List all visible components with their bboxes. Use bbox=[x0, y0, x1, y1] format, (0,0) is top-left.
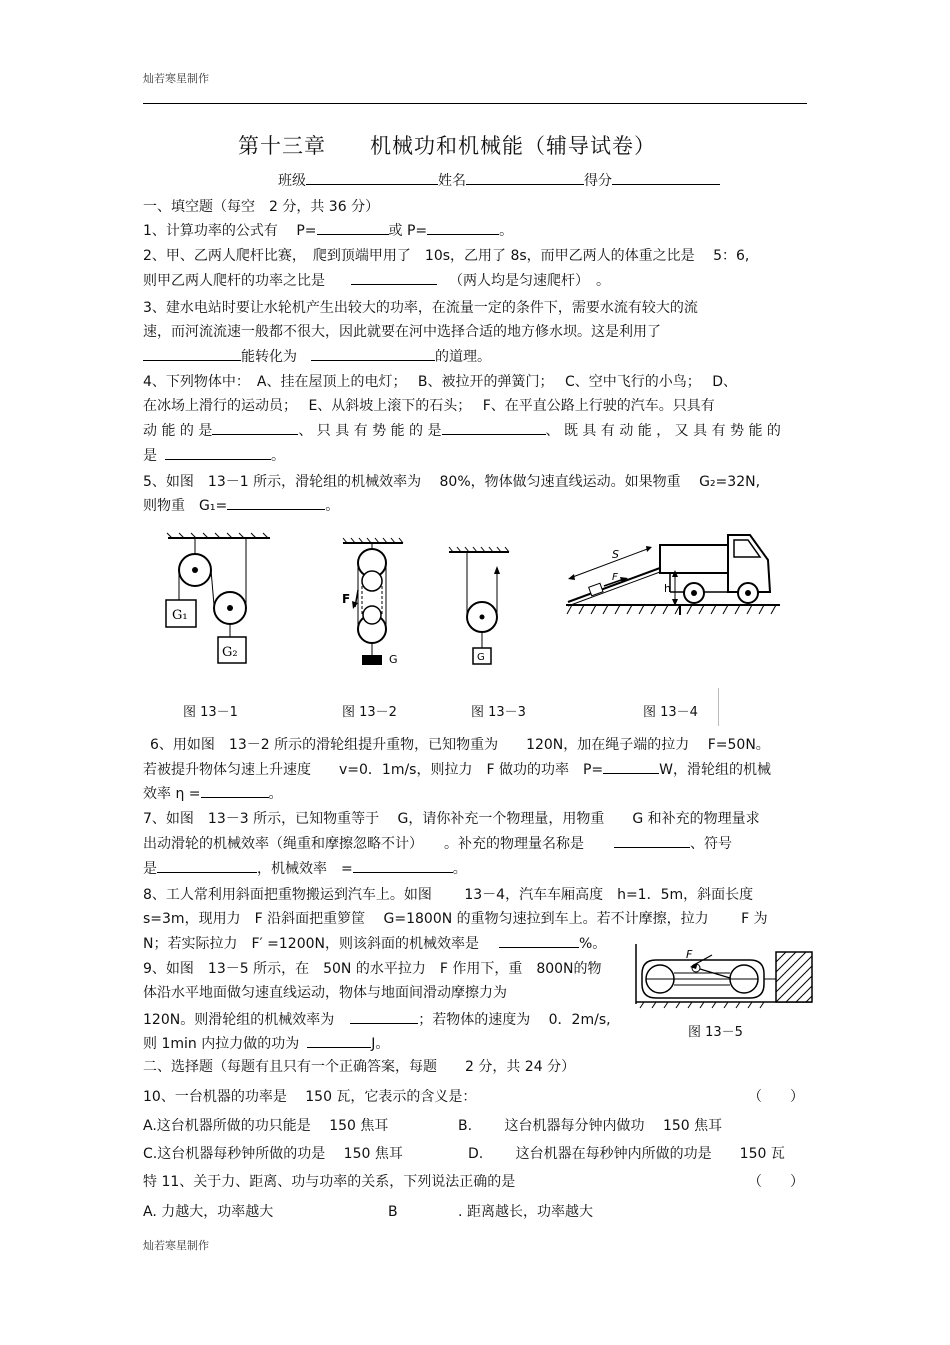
q7-blank-2[interactable] bbox=[157, 858, 257, 873]
question-10-stem: 10、一台机器的功率是 150 瓦，它表示的含义是： bbox=[143, 1089, 477, 1105]
score-blank[interactable] bbox=[612, 170, 720, 185]
q4-blank-1[interactable] bbox=[212, 420, 298, 435]
class-label: 班级 bbox=[278, 173, 306, 189]
q4-text-d: 是 bbox=[143, 448, 157, 464]
page-header: 灿若寒星制作 bbox=[143, 72, 209, 85]
question-9-line-3 bbox=[143, 1009, 611, 1029]
question-3-line-2: 速，而河流流速一般都不很大，因此就要在河中选择合适的地方修水坝。这是利用了 bbox=[143, 324, 661, 340]
question-11-option-a[interactable]: A. 力越大，功率越大 bbox=[143, 1204, 274, 1220]
caption-13-5: 图 13－5 bbox=[688, 1025, 743, 1040]
fig2-f-label: F bbox=[342, 592, 351, 606]
q9-text-d: J。 bbox=[371, 1036, 390, 1052]
q4-text-c: 、 既 具 有 动 能 ， 又 具 有 势 能 的 bbox=[545, 423, 781, 439]
q9-blank-2[interactable] bbox=[307, 1033, 371, 1048]
q3-text-a: 能转化为 bbox=[241, 349, 297, 365]
q6-blank-1[interactable] bbox=[603, 759, 659, 774]
figure-divider bbox=[718, 688, 719, 726]
fig4-h-label: h bbox=[664, 582, 671, 595]
question-3-line-1: 3、建水电站时要让水轮机产生出较大的功率，在流量一定的条件下，需要水流有较大的流 bbox=[143, 300, 698, 316]
caption-13-2: 图 13－2 bbox=[342, 705, 397, 720]
question-10-option-c[interactable]: C.这台机器每秒钟所做的功是 150 焦耳 bbox=[143, 1146, 403, 1162]
fig5-f-label: F bbox=[686, 948, 693, 961]
question-8-line-3 bbox=[143, 933, 606, 953]
q7-blank-3[interactable] bbox=[353, 858, 453, 873]
figure-13-4 bbox=[560, 520, 785, 640]
page-title: 第十三章 机械功和机械能（辅导试卷） bbox=[238, 134, 656, 158]
question-7-line-2 bbox=[143, 833, 732, 853]
fig3-g-label: G bbox=[477, 652, 485, 663]
q7-text-e: 。 bbox=[452, 861, 467, 877]
q3-text-b: 的道理。 bbox=[435, 349, 491, 365]
q8-blank[interactable] bbox=[499, 933, 579, 948]
question-11-stem: 特 11、关于力、距离、功与功率的关系，下列说法正确的是 bbox=[143, 1174, 516, 1190]
fig1-g2-label: G₂ bbox=[222, 645, 238, 660]
question-7-line-1: 7、如图 13－3 所示，已知物重等于 G，请你补充一个物理量，用物重 G 和补充的物理量求 bbox=[143, 811, 760, 827]
q1-text-c: 。 bbox=[499, 223, 514, 239]
question-10-option-d[interactable]: D. 这台机器在每秒钟内所做的功是 150 瓦 bbox=[468, 1146, 785, 1162]
q2-text-b: （两人均是匀速爬杆） 。 bbox=[449, 273, 610, 289]
fig1-g1-label: G₁ bbox=[172, 608, 188, 623]
question-1 bbox=[143, 220, 513, 240]
q7-text-c: 是 bbox=[143, 861, 157, 877]
q4-text-b: 、 只 具 有 势 能 的 是 bbox=[298, 423, 442, 439]
question-6-line-1: 6、用如图 13－2 所示的滑轮组提升重物，已知物重为 120N，加在绳子端的拉力 F=50N。 bbox=[150, 737, 770, 753]
q1-text-a: 1、计算功率的公式有 P= bbox=[143, 223, 317, 239]
q8-text-b: %。 bbox=[579, 936, 607, 952]
q7-text-a: 出动滑轮的机械效率（绳重和摩擦忽略不计） 。补充的物理量名称是 bbox=[143, 836, 584, 852]
q2-blank[interactable] bbox=[351, 270, 437, 285]
fig4-f-label: F bbox=[612, 572, 618, 583]
figure-13-1 bbox=[160, 530, 275, 670]
question-11-option-b[interactable]: B . 距离越长，功率越大 bbox=[388, 1204, 593, 1220]
q4-blank-2[interactable] bbox=[442, 420, 546, 435]
question-5-line-2 bbox=[143, 495, 339, 515]
name-blank[interactable] bbox=[466, 170, 584, 185]
q3-blank-2[interactable] bbox=[311, 346, 435, 361]
caption-13-3: 图 13－3 bbox=[471, 705, 526, 720]
q9-text-b: ；若物体的速度为 0．2m/s, bbox=[418, 1012, 611, 1028]
q4-text-e: 。 bbox=[271, 448, 285, 464]
figure-13-3 bbox=[445, 540, 515, 670]
question-5-line-1: 5、如图 13－1 所示，滑轮组的机械效率为 80%，物体做匀速直线运动。如果物重 G₂=32N, bbox=[143, 474, 761, 490]
question-4-line-4 bbox=[143, 445, 285, 465]
question-8-line-1: 8、工人常利用斜面把重物搬运到汽车上。如图 13－4，汽车车厢高度 h=1．5m，斜面长度 bbox=[143, 887, 754, 903]
q8-text-a: N；若实际拉力 F′ =1200N，则该斜面的机械效率是 bbox=[143, 936, 479, 952]
q1-text-b: 或 P= bbox=[388, 223, 428, 239]
question-8-line-2: s=3m，现用力 F 沿斜面把重箩筐 G=1800N 的重物匀速拉到车上。若不计摩擦，拉力 F 为 bbox=[143, 911, 768, 927]
q5-blank[interactable] bbox=[227, 495, 325, 510]
fig4-s-label: S bbox=[612, 548, 619, 561]
question-10-option-b[interactable]: B. 这台机器每分钟内做功 150 焦耳 bbox=[458, 1118, 723, 1134]
q6-text-c: 效率 η = bbox=[143, 786, 201, 802]
header-rule bbox=[143, 103, 807, 104]
score-label: 得分 bbox=[584, 173, 612, 189]
question-4-line-2: 在冰场上滑行的运动员； E、从斜坡上滚下的石头； F、在平直公路上行驶的汽车。只具有 bbox=[143, 398, 715, 414]
q7-text-b: 、符号 bbox=[690, 836, 732, 852]
student-info bbox=[278, 170, 720, 190]
question-9-line-4 bbox=[143, 1033, 389, 1053]
question-10-answer-bracket[interactable]: （ ） bbox=[748, 1089, 804, 1105]
q9-text-c: 则 1min 内拉力做的功为 bbox=[143, 1036, 300, 1052]
q4-blank-3[interactable] bbox=[165, 445, 271, 460]
q3-blank-1[interactable] bbox=[143, 346, 241, 361]
q7-blank-1[interactable] bbox=[614, 833, 690, 848]
section-fill-in: 一、填空题（每空 2 分，共 36 分） bbox=[143, 199, 380, 215]
caption-13-1: 图 13－1 bbox=[183, 705, 238, 720]
q7-text-d: ，机械效率 = bbox=[257, 861, 353, 877]
q5-text-a: 则物重 G₁= bbox=[143, 498, 228, 514]
question-2-line-2 bbox=[143, 270, 610, 290]
q9-text-a: 120N。则滑轮组的机械效率为 bbox=[143, 1012, 335, 1028]
question-9-line-2: 体沿水平地面做匀速直线运动，物体与地面间滑动摩擦力为 bbox=[143, 985, 507, 1001]
fig2-g-label: G bbox=[389, 653, 398, 666]
caption-13-4: 图 13－4 bbox=[643, 705, 698, 720]
section-multiple-choice: 二、选择题（每题有且只有一个正确答案，每题 2 分，共 24 分） bbox=[143, 1059, 576, 1075]
name-label: 姓名 bbox=[438, 173, 466, 189]
question-9-line-1: 9、如图 13－5 所示，在 50N 的水平拉力 F 作用下，重 800N的物 bbox=[143, 961, 602, 977]
question-11-answer-bracket[interactable]: （ ） bbox=[748, 1174, 804, 1190]
question-6-line-2 bbox=[143, 759, 771, 779]
question-2-line-1: 2、甲、乙两人爬杆比赛， 爬到顶端甲用了 10s，乙用了 8s，而甲乙两人的体重之比是 5：6, bbox=[143, 248, 750, 264]
q5-text-b: 。 bbox=[325, 498, 340, 514]
q9-blank-1[interactable] bbox=[350, 1009, 418, 1024]
question-6-line-3 bbox=[143, 783, 283, 803]
question-10-option-a[interactable]: A.这台机器所做的功只能是 150 焦耳 bbox=[143, 1118, 389, 1134]
question-3-line-3 bbox=[143, 346, 491, 366]
q6-text-b: W，滑轮组的机械 bbox=[659, 762, 771, 778]
class-blank[interactable] bbox=[306, 170, 438, 185]
q6-text-a: 若被提升物体匀速上升速度 v=0．1m/s，则拉力 F 做功的功率 P= bbox=[143, 762, 604, 778]
q6-text-d: 。 bbox=[268, 786, 283, 802]
q6-blank-2[interactable] bbox=[201, 783, 269, 798]
q4-text-a: 动 能 的 是 bbox=[143, 423, 213, 439]
figure-13-5 bbox=[630, 942, 815, 1010]
q1-blank-1[interactable] bbox=[317, 220, 389, 235]
question-4-line-3 bbox=[143, 420, 781, 440]
page-footer: 灿若寒星制作 bbox=[143, 1239, 209, 1252]
q1-blank-2[interactable] bbox=[427, 220, 499, 235]
question-7-line-3 bbox=[143, 858, 467, 878]
question-4-line-1: 4、下列物体中： A、挂在屋顶上的电灯； B、被拉开的弹簧门； C、空中飞行的小鸟； D、 bbox=[143, 374, 737, 390]
figure-13-2 bbox=[335, 535, 415, 670]
q2-text-a: 则甲乙两人爬杆的功率之比是 bbox=[143, 273, 325, 289]
